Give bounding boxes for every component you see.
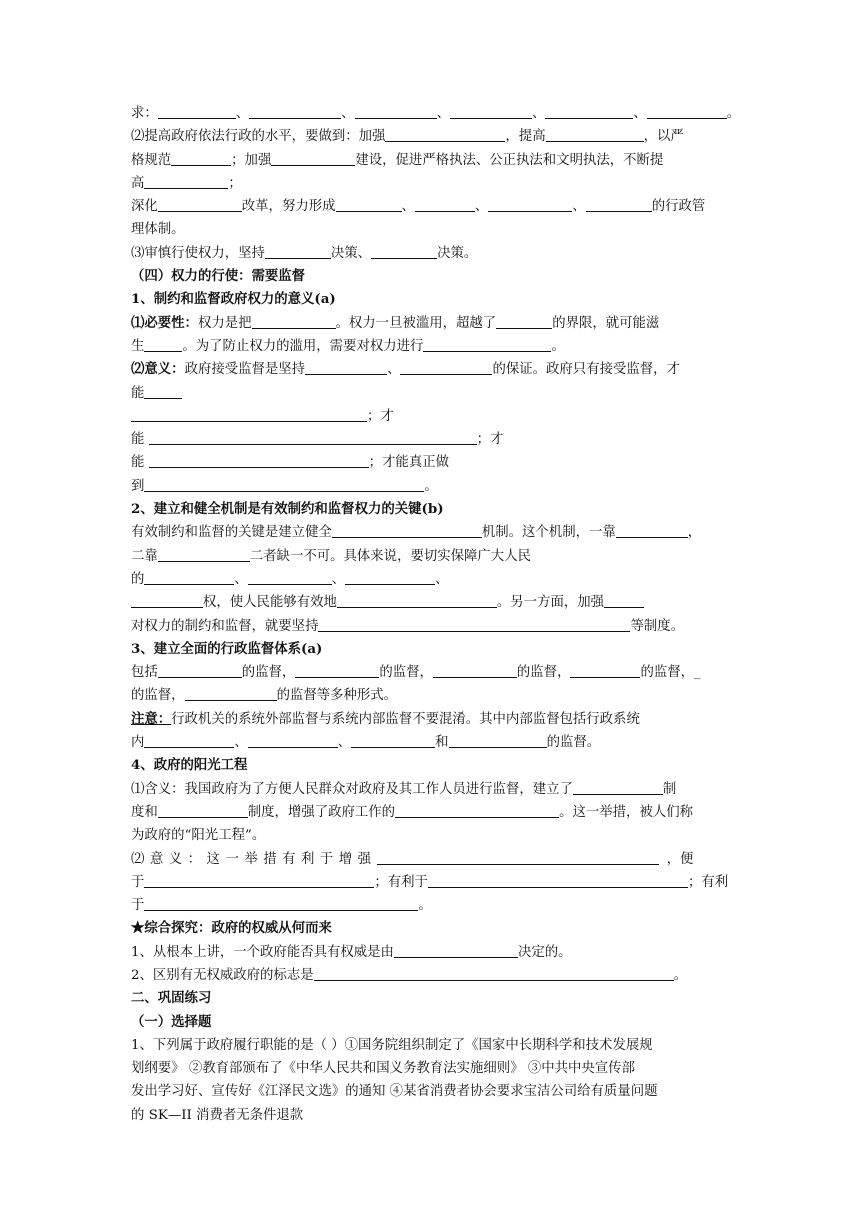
text: ，	[687, 525, 702, 541]
text: 的监督。	[546, 735, 601, 751]
text-line	[131, 451, 731, 474]
text: 理体制。	[131, 222, 185, 238]
section-heading: 二、巩固练习	[131, 990, 212, 1007]
text-line	[131, 428, 731, 451]
section-heading: （四）权力的行使：需要监督	[131, 268, 306, 285]
text: 政府接受监督是坚持	[184, 362, 306, 378]
text-line	[131, 684, 731, 707]
text-line	[131, 102, 741, 125]
blank	[450, 103, 532, 119]
section-heading: 2、建立和健全机制是有效制约和监督权力的关键(b)	[131, 501, 444, 518]
text: 、	[337, 735, 352, 751]
text-line	[131, 545, 731, 568]
text-line	[131, 778, 731, 801]
blank	[144, 732, 234, 748]
text: 格规范	[131, 152, 172, 168]
text-line	[131, 661, 731, 684]
text: 。为了防止权力的滥用，需要对权力进行	[182, 338, 424, 354]
blank	[131, 592, 203, 608]
blank	[385, 126, 505, 142]
blank	[318, 616, 630, 632]
blank	[496, 313, 552, 329]
text-line	[131, 871, 731, 894]
text: 、	[341, 106, 355, 121]
blank	[488, 196, 572, 212]
bold-label: ⑵意义：	[131, 361, 185, 378]
text: 。	[673, 967, 687, 983]
blank	[314, 965, 674, 981]
text: 、	[234, 571, 248, 587]
text: 建设，促进严格执法、公正执法和文明执法，不断提	[355, 152, 664, 168]
text: 包括	[131, 665, 158, 681]
text-line	[131, 149, 731, 172]
blank	[394, 942, 518, 958]
text: ；有利	[687, 874, 729, 890]
text: 二靠	[131, 548, 158, 564]
question-line: 的 SK—II 消费者无条件退款	[131, 1107, 304, 1123]
blank	[545, 103, 633, 119]
blank	[377, 849, 659, 865]
text: 决策。	[437, 245, 478, 261]
text: 1、从根本上讲，一个政府能否具有权威是由	[131, 944, 394, 960]
text: 的监督，	[516, 665, 571, 681]
text-line	[131, 382, 731, 405]
blank	[249, 103, 341, 119]
text: 生	[131, 338, 145, 354]
text: 为政府的“阳光工程”。	[131, 828, 266, 844]
blank	[295, 662, 379, 678]
section-heading: 1、制约和监督政府权力的意义(a)	[131, 291, 336, 308]
blank	[336, 196, 402, 212]
text: 机制。这个机制，一靠	[481, 525, 616, 541]
text: 2、区别有无权威政府的标志是	[131, 967, 314, 983]
text-line	[131, 218, 731, 241]
text: 。权力一旦被滥用，超越了	[335, 315, 497, 331]
blank	[131, 406, 367, 422]
blank	[158, 662, 242, 678]
text: 制度，增强了政府工作的	[247, 804, 396, 820]
text: 决策、	[330, 245, 372, 261]
question-line: 1、下列属于政府履行职能的是（ ）①国务院组织制定了《国家中长期科学和技术发展规	[131, 1037, 653, 1053]
text: 等制度。	[630, 618, 685, 634]
blank	[144, 895, 418, 911]
text: ，便	[666, 851, 694, 867]
document-page	[131, 102, 741, 1127]
text: 的界限，就可能滋	[552, 315, 660, 331]
text: 的监督，	[241, 665, 296, 681]
text-line	[131, 195, 731, 218]
text: 、	[435, 571, 449, 587]
blank	[158, 196, 242, 212]
text-line	[131, 242, 731, 265]
text: 的行政管	[651, 199, 706, 215]
text-line	[131, 964, 731, 987]
blank	[546, 126, 644, 142]
text: 于	[131, 898, 145, 914]
text: 内	[131, 735, 145, 751]
text: 、	[235, 106, 250, 121]
blank	[149, 429, 477, 445]
text: 权力是把	[197, 315, 252, 331]
text: 制	[662, 781, 677, 797]
text: 、	[401, 199, 415, 215]
text: 对权力的制约和监督，就要坚持	[131, 618, 319, 634]
blank	[305, 359, 387, 375]
blank	[271, 150, 355, 166]
section-heading: 4、政府的阳光工程	[131, 757, 248, 774]
text: 能	[131, 385, 145, 401]
text: 。	[551, 338, 565, 354]
blank	[345, 569, 435, 585]
blank	[252, 313, 336, 329]
text: 能	[131, 455, 149, 471]
text: 。	[424, 478, 438, 494]
text-line	[131, 894, 731, 917]
blank	[158, 103, 236, 119]
text-line	[131, 172, 731, 195]
text: 的监督，_	[640, 665, 701, 681]
blank	[573, 779, 663, 795]
blank	[158, 546, 250, 562]
text: 高	[131, 175, 145, 191]
blank	[570, 662, 640, 678]
text-line	[131, 568, 731, 591]
blank	[433, 662, 517, 678]
text: 于	[131, 874, 145, 890]
text: 。	[726, 106, 741, 121]
blank	[604, 592, 644, 608]
blank	[332, 522, 482, 538]
text: 。	[418, 898, 432, 914]
blank	[395, 802, 559, 818]
text-line	[131, 125, 731, 148]
text-line	[131, 801, 731, 824]
text-line	[131, 405, 731, 428]
text-line	[131, 335, 731, 358]
blank	[144, 569, 234, 585]
blank	[371, 243, 437, 259]
blank	[337, 592, 497, 608]
blank	[428, 872, 688, 888]
text: 的	[131, 571, 145, 587]
blank	[586, 196, 652, 212]
text: ⑴含义：我国政府为了方便人民群众对政府及其工作人员进行监督，建立了	[131, 781, 573, 797]
text: 求：	[131, 106, 158, 121]
blank	[158, 802, 248, 818]
blank	[400, 359, 492, 375]
text: 和	[435, 735, 449, 751]
text: 、	[387, 362, 401, 378]
text-line	[131, 475, 731, 498]
question-line: 发出学习好、宣传好《江泽民文选》的通知 ④某省消费者协会要求宝洁公司给有质量问题	[131, 1084, 658, 1100]
text-line	[131, 358, 731, 381]
text: 行政机关的系统外部监督与系统内部监督不要混淆。其中内部监督包括行政系统	[171, 711, 640, 727]
text: ；加强	[231, 152, 272, 168]
text: 改革，努力形成	[241, 199, 336, 215]
text: ；才能真正做	[368, 455, 449, 471]
blank	[616, 522, 688, 538]
text: 权，使人民能够有效地	[203, 595, 337, 611]
text: ，提高	[505, 129, 546, 145]
text: 能	[131, 432, 149, 448]
text: 度和	[131, 804, 158, 820]
text: 的监督，	[131, 688, 185, 704]
text-line	[131, 708, 731, 731]
text: 、	[572, 199, 586, 215]
text-line	[131, 521, 731, 544]
text-line	[131, 591, 731, 614]
text: 决定的。	[517, 944, 572, 960]
text-line	[131, 615, 731, 638]
text: 到	[131, 478, 145, 494]
text: 的保证。政府只有接受监督，才	[492, 362, 680, 378]
blank	[149, 452, 369, 468]
blank	[144, 383, 182, 399]
text: 的监督等多种形式。	[276, 688, 398, 704]
blank	[248, 732, 338, 748]
blank	[171, 150, 231, 166]
text: 有效制约和监督的关键是建立健全	[131, 525, 332, 541]
text: ；才	[367, 408, 394, 424]
text: ；才	[476, 432, 504, 448]
text: 的监督，	[379, 665, 433, 681]
blank	[144, 173, 228, 189]
text: ；	[228, 175, 242, 191]
blank	[449, 732, 547, 748]
text: 、	[474, 199, 489, 215]
blank	[423, 336, 551, 352]
text-line	[131, 731, 731, 754]
blank	[351, 732, 435, 748]
text: ⑵提高政府依法行政的水平，要做到：加强	[131, 129, 386, 145]
text: ，以严	[643, 129, 684, 145]
text: ⑵意义：这一举措有利于增强	[131, 851, 377, 867]
text: 二者缺一不可。具体来说，要切实保障广大人民	[249, 548, 531, 564]
blank	[144, 872, 374, 888]
text-line	[131, 312, 731, 335]
text: 。这一举措，被人们称	[559, 804, 693, 820]
text: ；有利于	[374, 874, 428, 890]
text-line	[131, 824, 731, 847]
section-heading: 3、建立全面的行政监督体系(a)	[131, 640, 323, 657]
blank	[355, 103, 437, 119]
section-heading: ★综合探究：政府的权威从何而来	[131, 920, 332, 937]
section-heading: （一）选择题	[131, 1013, 212, 1030]
text-line	[131, 941, 731, 964]
text: 、	[436, 106, 450, 121]
text: 、	[234, 735, 248, 751]
blank	[144, 336, 182, 352]
blank	[415, 196, 475, 212]
text: 。另一方面，加强	[496, 595, 605, 611]
blank	[185, 685, 277, 701]
text: 、	[633, 106, 647, 121]
text: 、	[531, 106, 546, 121]
blank	[647, 103, 727, 119]
text: ⑶审慎行使权力，坚持	[131, 245, 265, 261]
blank	[144, 476, 424, 492]
bold-label: 注意：	[131, 710, 172, 727]
blank	[248, 569, 332, 585]
text: 、	[331, 571, 346, 587]
text: 深化	[131, 199, 158, 215]
bold-label: ⑴必要性：	[131, 314, 198, 331]
blank	[265, 243, 331, 259]
text-line	[131, 848, 731, 871]
question-line: 划纲要》 ②教育部颁布了《中华人民共和国义务教育法实施细则》 ③中共中央宣传部	[131, 1061, 635, 1077]
